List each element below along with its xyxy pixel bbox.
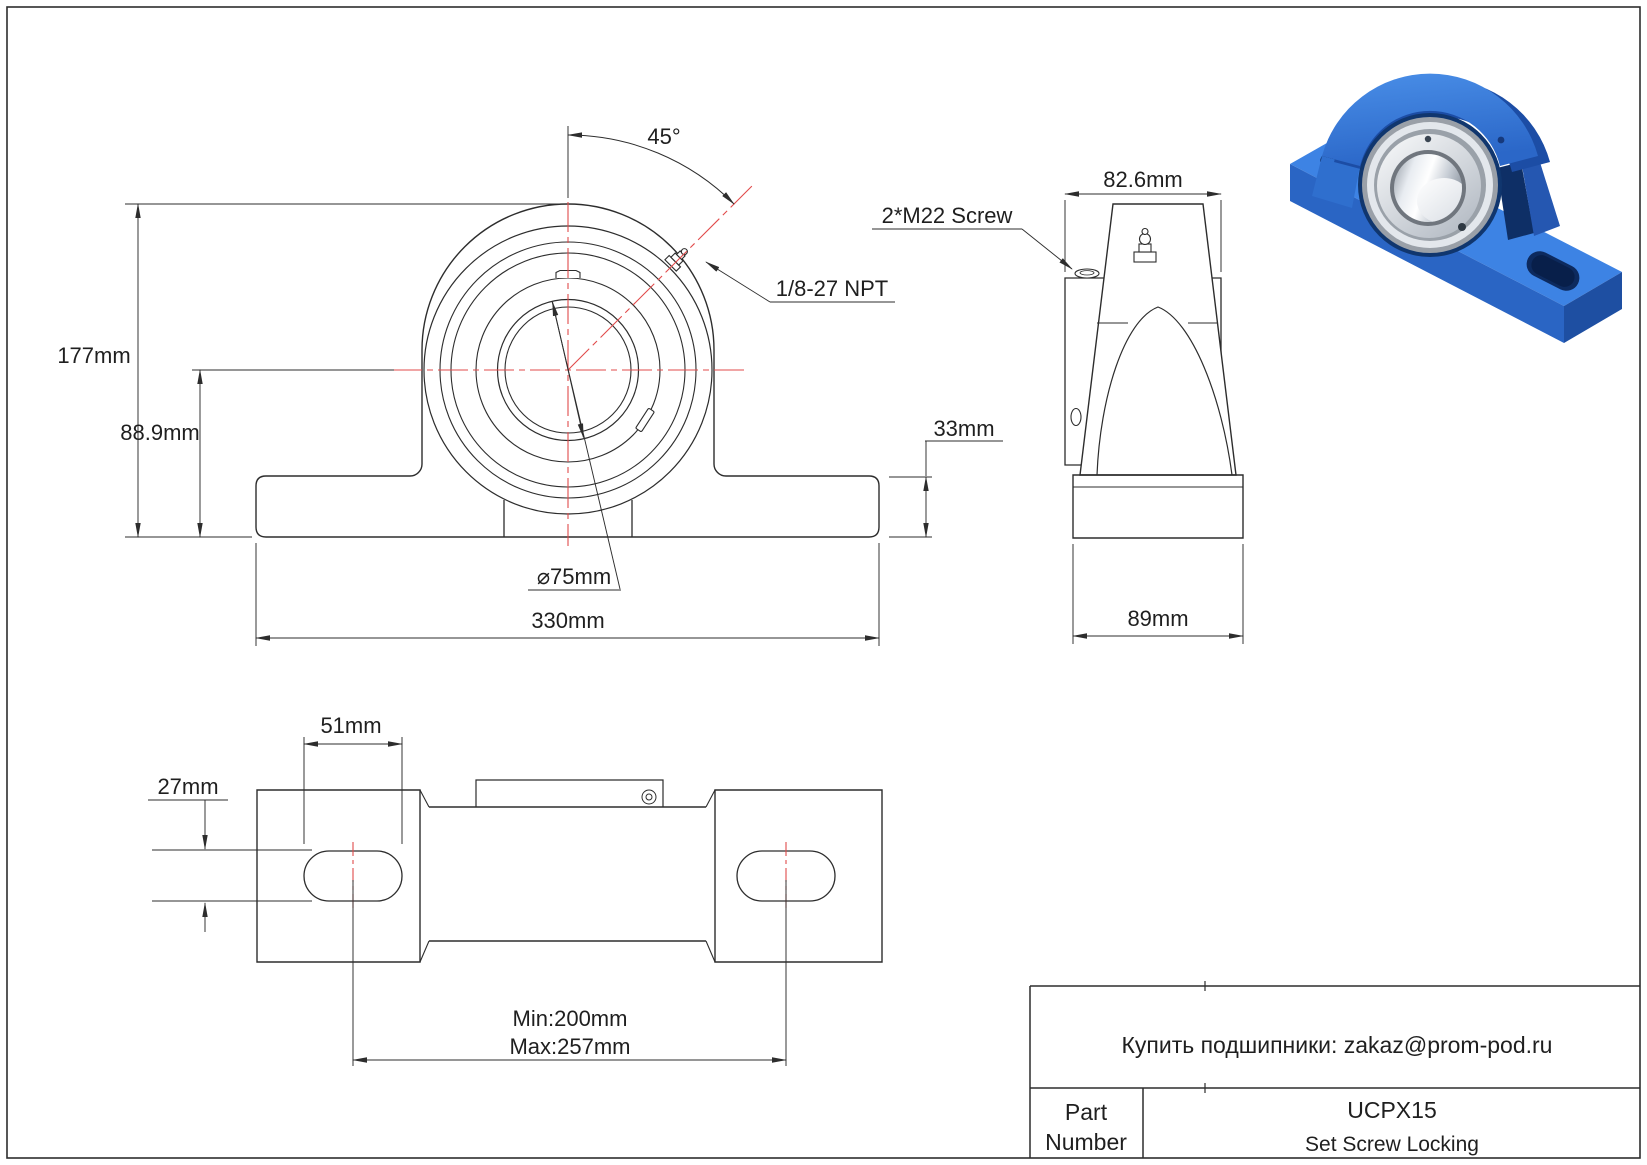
render-setscrew-side [1458,223,1466,231]
part-label-line2: Number [1045,1129,1127,1155]
bottom-dimensions [148,737,786,1066]
label-m22-screw: 2*M22 Screw [881,203,1013,228]
dim-label-base-depth: 89mm [1127,606,1189,631]
side-setscrew [1071,409,1081,426]
dim-label-height: 177mm [57,343,131,368]
dim-label-slot-length: 51mm [320,713,382,738]
front-45deg-centerline [568,186,752,370]
locking-type-value: Set Screw Locking [1305,1133,1479,1156]
bottom-middle-edges [429,807,706,941]
dim-label-bore: ⌀75mm [536,564,612,589]
screw-leader [1022,229,1072,269]
dim-label-npt: 1/8-27 NPT [775,276,889,301]
dim-label-max: Max:257mm [509,1034,631,1059]
dim-label-center-height: 88.9mm [120,420,200,445]
render-arch-screw [1498,137,1505,144]
dim-label-angle: 45° [647,124,681,149]
bottom-view [148,713,882,1066]
dim-label-base-height: 33mm [933,416,995,441]
bottom-cap-rect [476,780,663,807]
dim-label-top-width: 82.6mm [1103,167,1183,192]
front-centerlines [392,186,752,546]
bottom-right-block [715,790,882,962]
seller-note: Купить подшипники: zakaz@prom-pod.ru [1121,1032,1553,1058]
side-view [872,167,1243,644]
dim-label-min: Min:200mm [512,1006,628,1031]
bottom-zerk-outer [642,790,656,804]
bottom-left-block [257,790,420,962]
bottom-chamfers [420,790,715,962]
title-block [1030,981,1640,1158]
bottom-zerk-inner [646,794,652,800]
front-view [57,124,1003,646]
part-number-value: UCPX15 [1347,1097,1437,1123]
dim-label-base-width: 330mm [531,608,605,633]
render-setscrew-top [1425,136,1431,142]
side-body-outline [1080,204,1236,475]
render-3d [1290,74,1622,343]
part-label-line1: Part [1064,1099,1108,1125]
npt-leader [706,262,770,302]
front-setscrew-side [636,408,655,432]
witness-27 [152,850,312,901]
dim-label-slot-width: 27mm [157,774,219,799]
bottom-slot-centerlines [353,842,786,910]
side-base-outline [1073,475,1243,538]
